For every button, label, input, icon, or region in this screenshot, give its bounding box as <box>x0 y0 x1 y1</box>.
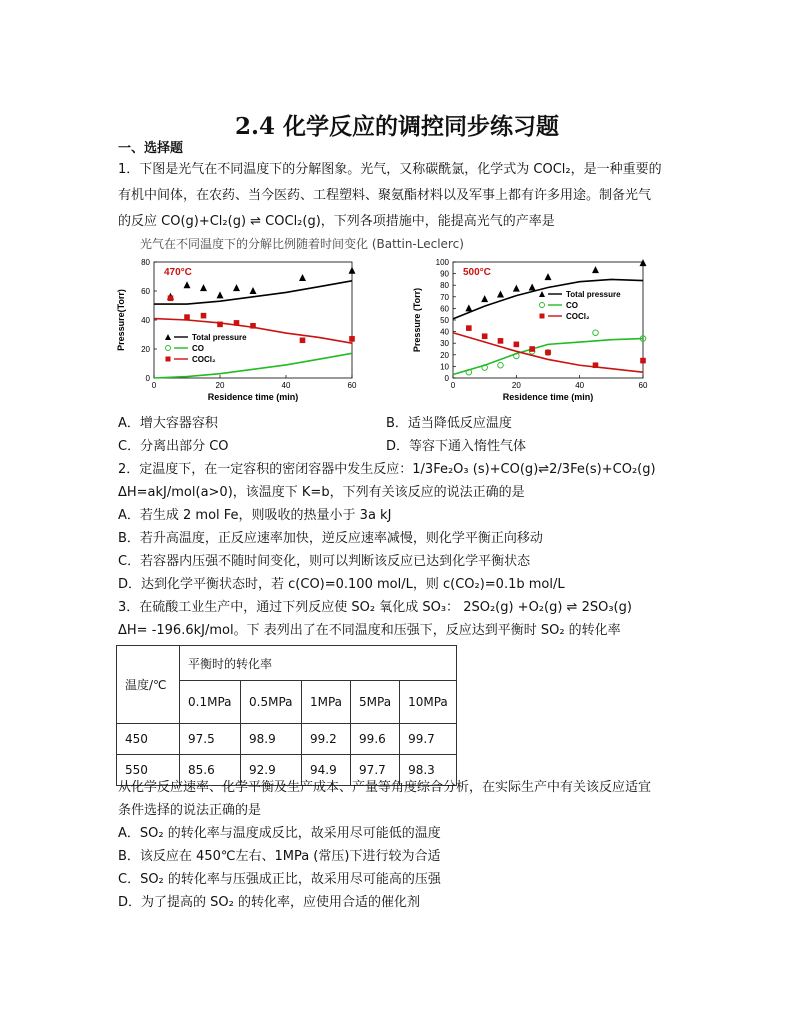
q3-option-c: C．SO₂ 的转化率与压强成正比，故采用尽可能高的压强 <box>118 872 441 887</box>
y-tick-label: 30 <box>440 339 449 349</box>
y-tick-label: 60 <box>141 287 150 296</box>
q1-option-d: D．等容下通入惰性气体 <box>386 439 527 454</box>
cocl2-point <box>593 362 599 368</box>
q3-after-line1: 从化学反应速率、化学平衡及生产成本、产量等角度综合分析，在实际生产中有关该反应适宜 <box>118 780 652 795</box>
q1-text-line1: 1．下图是光气在不同温度下的分解图象。光气，又称碳酰氯，化学式为 COCl₂，是一种重要的 <box>118 162 662 177</box>
chart-470c <box>112 252 372 410</box>
cocl2-point <box>168 295 174 301</box>
legend-label: Total pressure <box>192 333 247 342</box>
x-tick-label: 0 <box>450 381 456 390</box>
cocl2-point <box>234 320 240 326</box>
x-tick-label: 20 <box>215 381 225 390</box>
q1-option-c: C．分离出部分 CO <box>118 439 229 454</box>
q1-text-line3: 的反应 CO(g)+Cl₂(g) ⇌ COCl₂(g)，下列各项措施中，能提高光气的产率是 <box>118 214 555 229</box>
y-axis-label: Pressure (Torr) <box>412 287 422 353</box>
total-pressure-point <box>529 284 536 291</box>
q2-option-a: A．若生成 2 mol Fe，则吸收的热量小于 3a kJ <box>118 508 392 523</box>
table-cell: 92.9 <box>241 755 302 786</box>
total-pressure-point <box>592 266 599 273</box>
q2-text-line2: ΔH=akJ/mol(a>0)，该温度下 K=b，下列有关该反应的说法正确的是 <box>118 485 525 500</box>
y-tick-label: 70 <box>440 292 449 302</box>
y-tick-label: 20 <box>440 350 449 360</box>
cocl2-point <box>300 338 306 344</box>
table-header-cell: 1MPa <box>302 681 351 724</box>
total-pressure-point <box>545 273 552 280</box>
x-tick-label: 60 <box>638 381 648 390</box>
y-tick-label: 10 <box>440 362 449 372</box>
cocl2-point <box>640 358 646 364</box>
total-pressure-point <box>217 291 224 298</box>
table-group-header: 平衡时的转化率 <box>180 646 457 681</box>
co-point <box>498 362 504 368</box>
total-pressure-point <box>299 274 306 281</box>
cocl2-point <box>514 342 520 348</box>
total-pressure-point <box>481 295 488 302</box>
table-header-cell: 0.5MPa <box>241 681 302 724</box>
y-tick-label: 20 <box>141 345 150 354</box>
total-pressure-point <box>250 287 257 294</box>
cocl2-point <box>529 346 535 352</box>
x-axis-label: Residence time (min) <box>502 392 594 402</box>
cocl2-point <box>482 333 488 339</box>
y-axis-label: Pressure(Torr) <box>116 289 126 351</box>
total-pressure-point <box>200 284 207 291</box>
cocl2-point <box>217 322 223 328</box>
total-pressure-point <box>233 284 240 291</box>
section-heading: 一、选择题 <box>118 141 184 156</box>
q3-option-b: B．该反应在 450℃左右、1MPa (常压)下进行较为合适 <box>118 849 441 864</box>
q3-after-line2: 条件选择的说法正确的是 <box>118 803 262 818</box>
cocl2-point <box>250 323 256 329</box>
legend-label: CO <box>192 344 204 353</box>
conversion-table <box>116 645 457 786</box>
q2-option-d: D．达到化学平衡状态时，若 c(CO)=0.100 mol/L，则 c(CO₂)=0.1b mol/L <box>118 577 565 592</box>
y-tick-label: 40 <box>440 327 449 337</box>
x-axis-label: Residence time (min) <box>207 392 299 402</box>
q2-text-line1: 2．定温度下，在一定容积的密闭容器中发生反应：1/3Fe₂O₃ (s)+CO(g)⇌2/3Fe(s)+CO₂(g) <box>118 462 656 477</box>
page-title: 2.4 化学反应的调控同步练习题 <box>234 113 560 140</box>
table-cell: 98.3 <box>400 755 457 786</box>
table-row-header: 温度/℃ <box>117 646 180 724</box>
y-tick-label: 100 <box>435 258 449 267</box>
series-line-0 <box>453 279 643 318</box>
legend-marker <box>539 291 545 297</box>
y-tick-label: 0 <box>145 374 150 383</box>
chart-500c <box>408 252 658 410</box>
table-cell: 97.5 <box>180 724 241 755</box>
table-cell-temp: 550 <box>117 755 180 786</box>
figure-caption: 光气在不同温度下的分解比例随着时间变化 (Battin-Leclerc) <box>140 237 464 251</box>
total-pressure-point <box>349 267 356 274</box>
legend-label: Total pressure <box>566 290 621 299</box>
q1-option-a: A．增大容器容积 <box>118 416 218 431</box>
y-tick-label: 40 <box>141 316 150 325</box>
table-cell-temp: 450 <box>117 724 180 755</box>
table-cell: 99.2 <box>302 724 351 755</box>
x-tick-label: 60 <box>347 381 357 390</box>
total-pressure-point <box>465 304 472 311</box>
legend-marker <box>540 314 545 319</box>
y-tick-label: 60 <box>440 304 449 314</box>
cocl2-point <box>184 314 190 320</box>
cocl2-point <box>498 338 504 344</box>
cocl2-point <box>349 336 355 342</box>
table-cell: 99.7 <box>400 724 457 755</box>
table-header-cell: 5MPa <box>351 681 400 724</box>
co-point <box>593 330 599 336</box>
table-header-cell: 0.1MPa <box>180 681 241 724</box>
table-header-cell: 10MPa <box>400 681 457 724</box>
table-cell: 97.7 <box>351 755 400 786</box>
table-cell: 98.9 <box>241 724 302 755</box>
q2-option-b: B．若升高温度，正反应速率加快，逆反应速率减慢，则化学平衡正向移动 <box>118 531 543 546</box>
x-tick-label: 20 <box>511 381 521 390</box>
y-tick-label: 80 <box>141 258 150 267</box>
legend-marker <box>540 303 545 308</box>
legend-label: COCl₂ <box>192 355 216 364</box>
table-cell: 99.6 <box>351 724 400 755</box>
legend-label: CO <box>566 301 578 310</box>
y-tick-label: 0 <box>444 374 449 383</box>
x-tick-label: 40 <box>281 381 291 390</box>
q3-text-line2: ΔH= -196.6kJ/mol。下 表列出了在不同温度和压强下，反应达到平衡时 SO₂ 的转化率 <box>118 623 621 638</box>
q3-option-d: D．为了提高的 SO₂ 的转化率，应使用合适的催化剂 <box>118 895 420 910</box>
y-tick-label: 80 <box>440 281 449 291</box>
total-pressure-point <box>640 259 647 266</box>
total-pressure-point <box>497 290 504 297</box>
cocl2-point <box>545 350 551 356</box>
q3-option-a: A．SO₂ 的转化率与温度成反比，故采用尽可能低的温度 <box>118 826 441 841</box>
table-cell: 85.6 <box>180 755 241 786</box>
y-tick-label: 90 <box>440 269 449 279</box>
legend-marker <box>165 334 171 340</box>
temperature-label: 470°C <box>164 267 192 278</box>
temperature-label: 500°C <box>463 267 491 278</box>
series-line-1 <box>154 353 352 378</box>
q2-option-c: C．若容器内压强不随时间变化，则可以判断该反应已达到化学平衡状态 <box>118 554 531 569</box>
total-pressure-point <box>184 281 191 288</box>
legend-marker <box>166 346 171 351</box>
q3-text-line1: 3．在硫酸工业生产中，通过下列反应使 SO₂ 氧化成 SO₃： 2SO₂(g) +O₂(g) ⇌ 2SO₃(g) <box>118 600 632 615</box>
table-row <box>117 724 457 755</box>
q1-option-b: B．适当降低反应温度 <box>386 416 512 431</box>
table-cell: 94.9 <box>302 755 351 786</box>
total-pressure-point <box>513 285 520 292</box>
cocl2-point <box>201 313 207 319</box>
legend-marker <box>166 357 171 362</box>
x-tick-label: 0 <box>151 381 157 390</box>
y-tick-label: 50 <box>440 316 449 325</box>
series-line-2 <box>154 319 352 344</box>
cocl2-point <box>466 325 472 331</box>
q1-text-line2: 有机中间体，在农药、当今医药、工程塑料、聚氨酯材料以及军事上都有许多用途。制备光气 <box>118 188 652 203</box>
legend-label: COCl₂ <box>566 312 590 321</box>
x-tick-label: 40 <box>575 381 585 390</box>
